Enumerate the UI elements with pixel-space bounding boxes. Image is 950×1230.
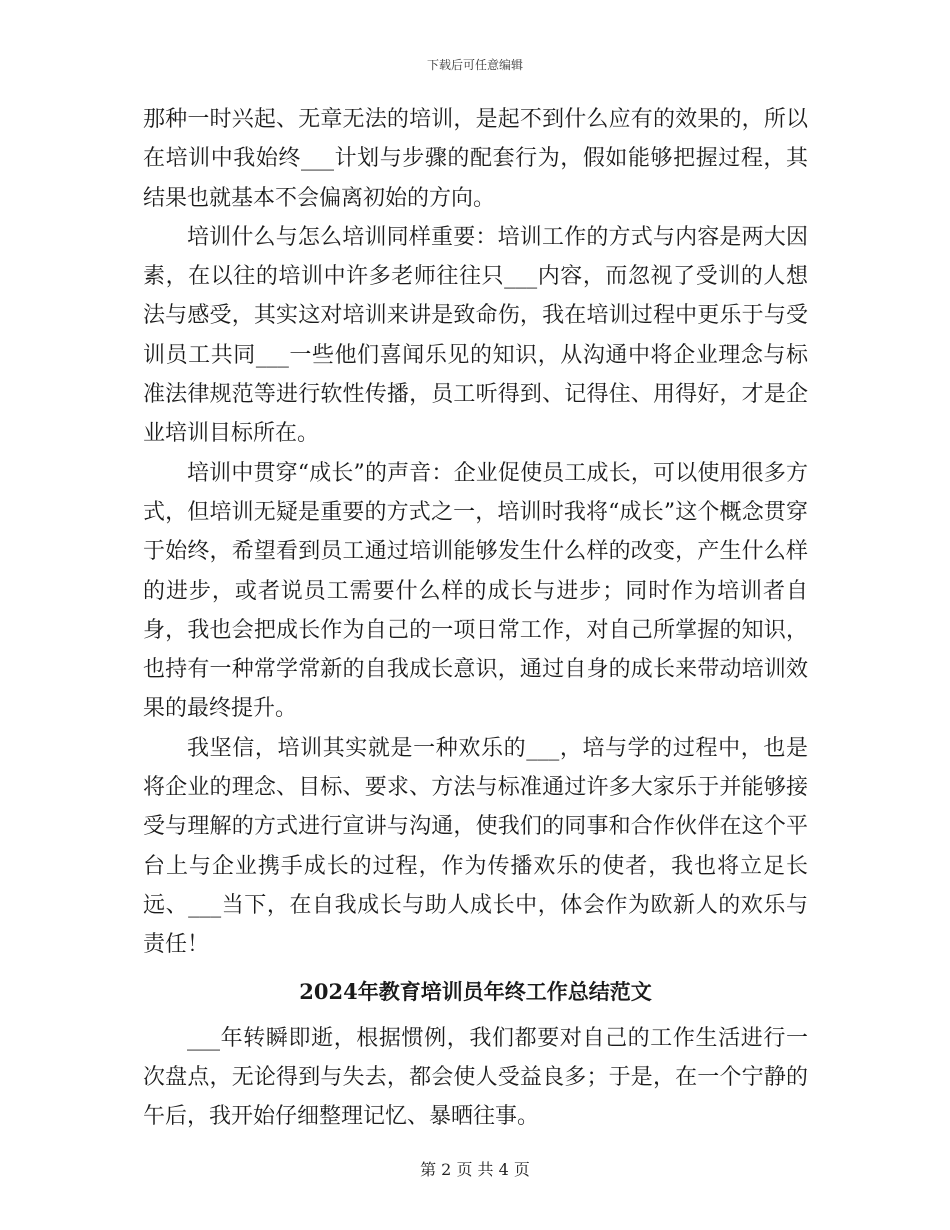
paragraph-training-content: 培训什么与怎么培训同样重要：培训工作的方式与内容是两大因素，在以往的培训中许多老师往往只___内容，而忽视了受训的人想法与感受，其实这对培训来讲是致命伤，我在培训过程中更乐于与受训员工共同___一些他们喜闻乐见的知识，从沟通中将企业理念与标准法律规范等进行软性传播，员工听得到、记得住、用得好，才是企业培训目标所在。 [143,224,808,447]
paragraph-growth: 培训中贯穿“成长”的声音：企业促使员工成长，可以使用很多方式，但培训无疑是重要的方式之一，培训时我将“成长”这个概念贯穿于始终，希望看到员工通过培训能够发生什么样的改变，产生什么样的进步，或者说员工需要什么样的成长与进步；同时作为培训者自身，我也会把成长作为自己的一项日常工作，对自己所掌握的知识，也持有一种常学常新的自我成长意识，通过自身的成长来带动培训效果的最终提升。 [143,460,808,722]
paragraph-continuation: 那种一时兴起、无章无法的培训，是起不到什么应有的效果的，所以在培训中我始终___计划与步骤的配套行为，假如能够把握过程，其结果也就基本不会偏离初始的方向。 [143,107,808,211]
paragraph-belief: 我坚信，培训其实就是一种欢乐的___，培与学的过程中，也是将企业的理念、目标、要求、方法与标准通过许多大家乐于并能够接受与理解的方式进行宣讲与沟通，使我们的同事和合作伙伴在这个平台上与企业携手成长的过程，作为传播欢乐的使者，我也将立足长远、___当下，在自我成长与助人成长中，体会作为欧新人的欢乐与责任！ [143,735,808,958]
page-header: 下载后可任意编辑 [426,58,523,72]
page-number: 第 2 页 共 4 页 [420,1160,530,1179]
paragraph-section-intro: ___年转瞬即逝，根据惯例，我们都要对自己的工作生活进行一次盘点，无论得到与失去，都会使人受益良多；于是，在一个宁静的午后，我开始仔细整理记忆、暴晒往事。 [143,1025,808,1130]
section-title: 2024年教育培训员年终工作总结范文 [299,978,652,1004]
document-body [143,100,808,1136]
